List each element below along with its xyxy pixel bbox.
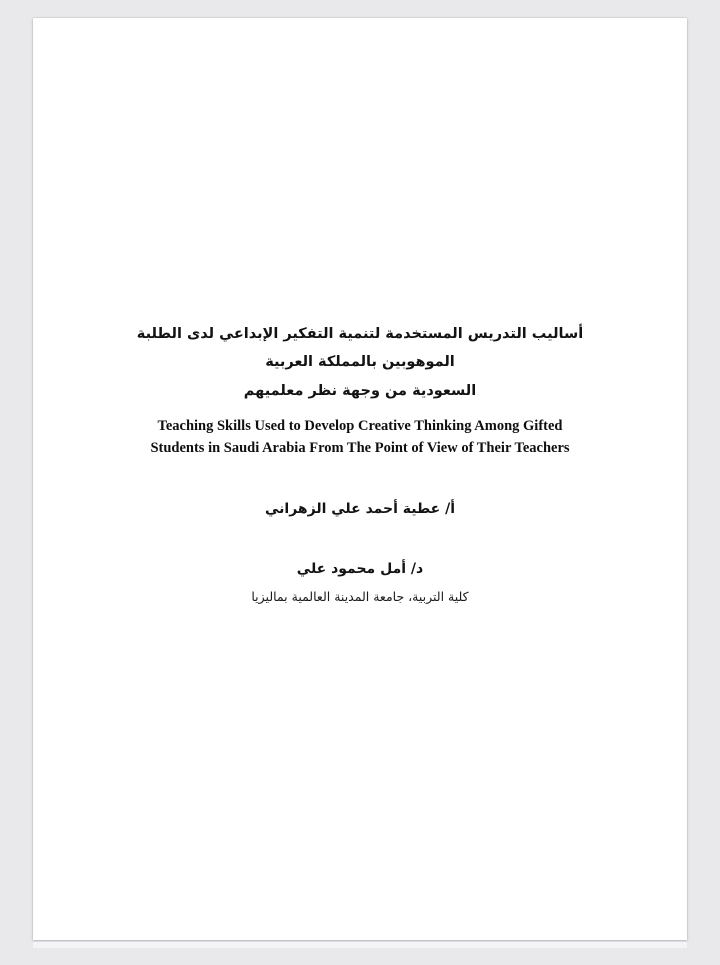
page-edge-bottom (33, 941, 687, 948)
arabic-title-line-2: السعودية من وجهة نظر معلميهم (243, 382, 477, 399)
affiliation: كلية التربية، جامعة المدينة العالمية بماليزيا (251, 589, 469, 604)
viewer-background-left (0, 0, 33, 965)
supervisor-name: د/ أمل محمود علي (296, 561, 424, 577)
arabic-title-text (105, 320, 615, 405)
page-content (33, 18, 687, 940)
author-name: أ/ عطية أحمد علي الزهراني (264, 501, 456, 517)
english-title-line-1: Teaching Skills Used to Develop Creative Thinking Among Gifted (157, 418, 563, 434)
arabic-title (105, 320, 615, 405)
english-title-line-2: Students in Saudi Arabia From The Point of View of Their Teachers (150, 439, 570, 456)
supervisor-block (105, 561, 615, 604)
arabic-title-line-1: أساليب التدريس المستخدمة لتنمية التفكير الإبداعي لدى الطلبة الموهوبين بالمملكة العربية (136, 326, 584, 371)
author-block (105, 501, 615, 517)
document-page (33, 18, 687, 940)
english-title (105, 416, 615, 460)
